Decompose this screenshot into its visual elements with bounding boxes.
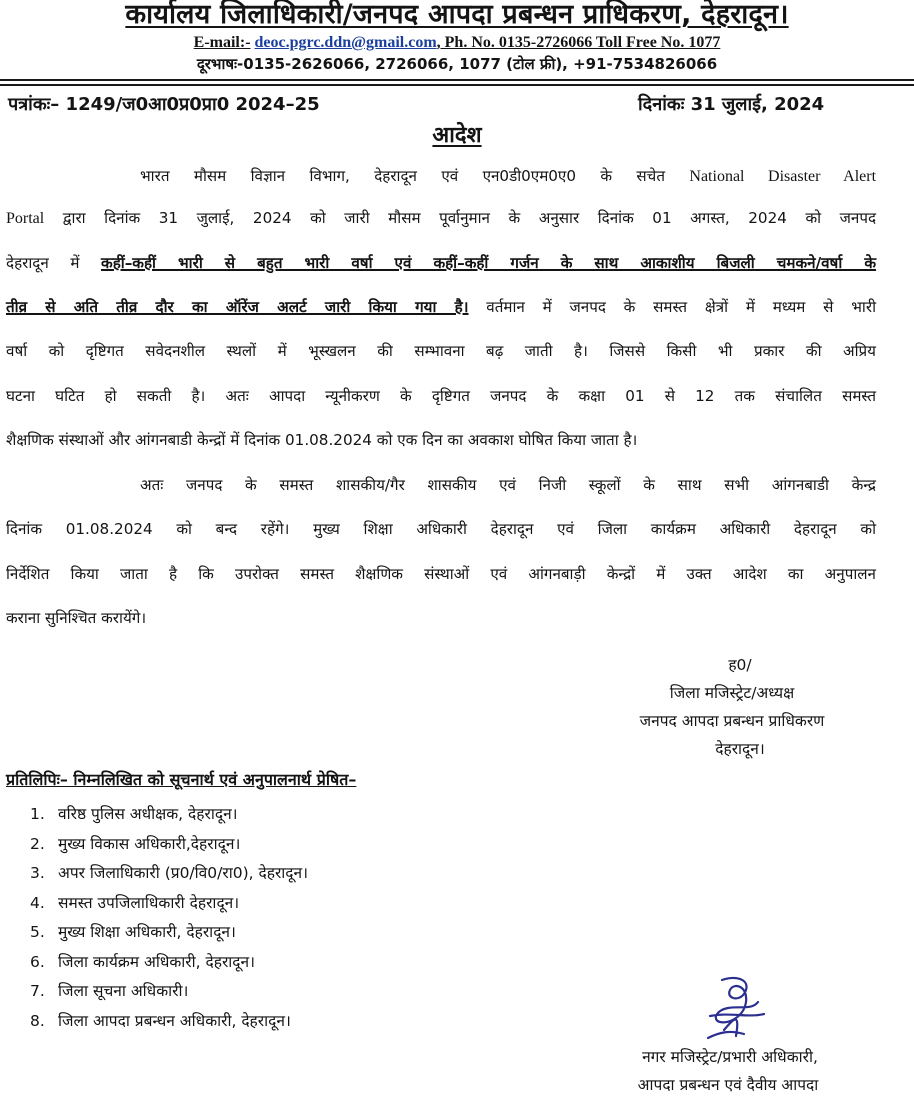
- order-paragraph-line: देहरादून में कहीं–कहीं भारी से बहुत भारी वर्षा एवं कहीं–कहीं गर्जन के साथ आकाशीय बिजली चमकने/वर्षा के: [6, 254, 876, 272]
- telephone-line: दूरभाषः-0135-2626066, 2726066, 1077 (टोल फ्री), +91-7534826066: [196, 55, 718, 73]
- list-item: 1. वरिष्ठ पुलिस अधीक्षक, देहरादून।: [30, 805, 238, 823]
- order-paragraph-line: घटना घटित हो सकती है। अतः आपदा न्यूनीकरण के दृष्टिगत जनपद के कक्षा 01 से 12 तक संचालित समस्त: [6, 387, 876, 405]
- phone-numbers: , Ph. No. 0135-2726066 Toll Free No. 1077: [436, 34, 721, 51]
- list-item: 4. समस्त उपजिलाधिकारी देहरादून।: [30, 893, 240, 912]
- alert-highlight: कहीं–कहीं भारी से बहुत भारी वर्षा एवं कहीं–कहीं गर्जन के साथ आकाशीय बिजली चमकने/वर्षा के: [101, 254, 876, 272]
- order-paragraph-line: कराना सुनिश्चित करायेंगे।: [6, 609, 147, 627]
- copy-to-list: [30, 803, 308, 1039]
- order-paragraph-line: वर्षा को दृष्टिगत सवेदनशील स्थलों में भूस्खलन की सम्भावना बढ़ जाती है। जिससे किसी भी प्रकार की अप्रिय: [6, 342, 876, 360]
- order-paragraph-line: Portal द्वारा दिनांक 31 जुलाई, 2024 को जारी मौसम पूर्वानुमान के अनुसार दिनांक 01 अगस्त, 2024 को जनपद: [6, 209, 877, 227]
- signed-mark: ह0/: [728, 656, 752, 674]
- second-signatory-designation: नगर मजिस्ट्रेट/प्रभारी अधिकारी,: [642, 1048, 818, 1066]
- signatory-authority: जनपद आपदा प्रबन्धन प्राधिकरण: [639, 712, 825, 730]
- list-item: 8. जिला आपदा प्रबन्धन अधिकारी, देहरादून।: [30, 1011, 291, 1030]
- alert-highlight: तीव्र से अति तीव्र दौर का ऑरेंज अलर्ट जारी किया गया है।: [6, 298, 469, 316]
- order-paragraph-line: शैक्षणिक संस्थाओं और आंगनबाडी केन्द्रों में दिनांक 01.08.2024 को एक दिन का अवकाश घोषित किया जाता है।: [6, 431, 638, 449]
- order-paragraph-line: अतः जनपद के समस्त शासकीय/गैर शासकीय एवं निजी स्कूलों के साथ सभी आंगनबाडी केन्द्र: [140, 476, 876, 494]
- copy-to-heading: प्रतिलिपिः– निम्नलिखित को सूचनार्थ एवं अनुपालनार्थ प्रेषित–: [6, 770, 357, 789]
- order-heading: आदेश: [432, 123, 482, 148]
- handwritten-signature: [700, 972, 770, 1046]
- order-paragraph-line: दिनांक 01.08.2024 को बन्द रहेंगे। मुख्य शिक्षा अधिकारी देहरादून एवं जिला कार्यक्रम अधिकारी देहरादून को: [6, 520, 876, 538]
- signatory-place: देहरादून।: [715, 740, 765, 758]
- contact-line: [0, 34, 914, 52]
- signatory-designation: जिला मजिस्ट्रेट/अध्यक्ष: [669, 684, 795, 702]
- office-title: कार्यालय जिलाधिकारी/जनपद आपदा प्रबन्धन प्राधिकरण, देहरादून।: [125, 0, 789, 30]
- list-item: 7. जिला सूचना अधिकारी।: [30, 982, 189, 1000]
- list-item: 6. जिला कार्यक्रम अधिकारी, देहरादून।: [30, 952, 256, 971]
- order-paragraph-line: तीव्र से अति तीव्र दौर का ऑरेंज अलर्ट जारी किया गया है। वर्तमान में जनपद के समस्त क्षेत्रों में मध्यम से भारी: [6, 298, 876, 316]
- order-date: दिनांकः 31 जुलाई, 2024: [638, 94, 825, 115]
- order-paragraph-line: निर्देशित किया जाता है कि उपरोक्त समस्त शैक्षणिक संस्थाओं एवं आंगनबाड़ी केन्द्रों में उक्त आदेश का अनुपालन: [6, 565, 876, 583]
- email-label: E-mail:-: [193, 34, 251, 51]
- order-paragraph-line: भारत मौसम विज्ञान विभाग, देहरादून एवं एन0डी0एम0ए0 के सचेत National Disaster Alert: [140, 167, 877, 185]
- list-item: 5. मुख्य शिक्षा अधिकारी, देहरादून।: [30, 923, 236, 941]
- header-divider: [0, 84, 914, 86]
- second-signatory-department: आपदा प्रबन्धन एवं दैवीय आपदा: [637, 1076, 819, 1094]
- list-item: 3. अपर जिलाधिकारी (प्र0/वि0/रा0), देहरादून।: [30, 864, 309, 882]
- email-link[interactable]: deoc.pgrc.ddn@gmail.com: [254, 34, 437, 51]
- list-item: 2. मुख्य विकास अधिकारी,देहरादून।: [30, 834, 241, 853]
- reference-number: पत्रांकः– 1249/ज0आ0प्र0प्रा0 2024–25: [8, 94, 320, 115]
- header-divider: [0, 79, 914, 81]
